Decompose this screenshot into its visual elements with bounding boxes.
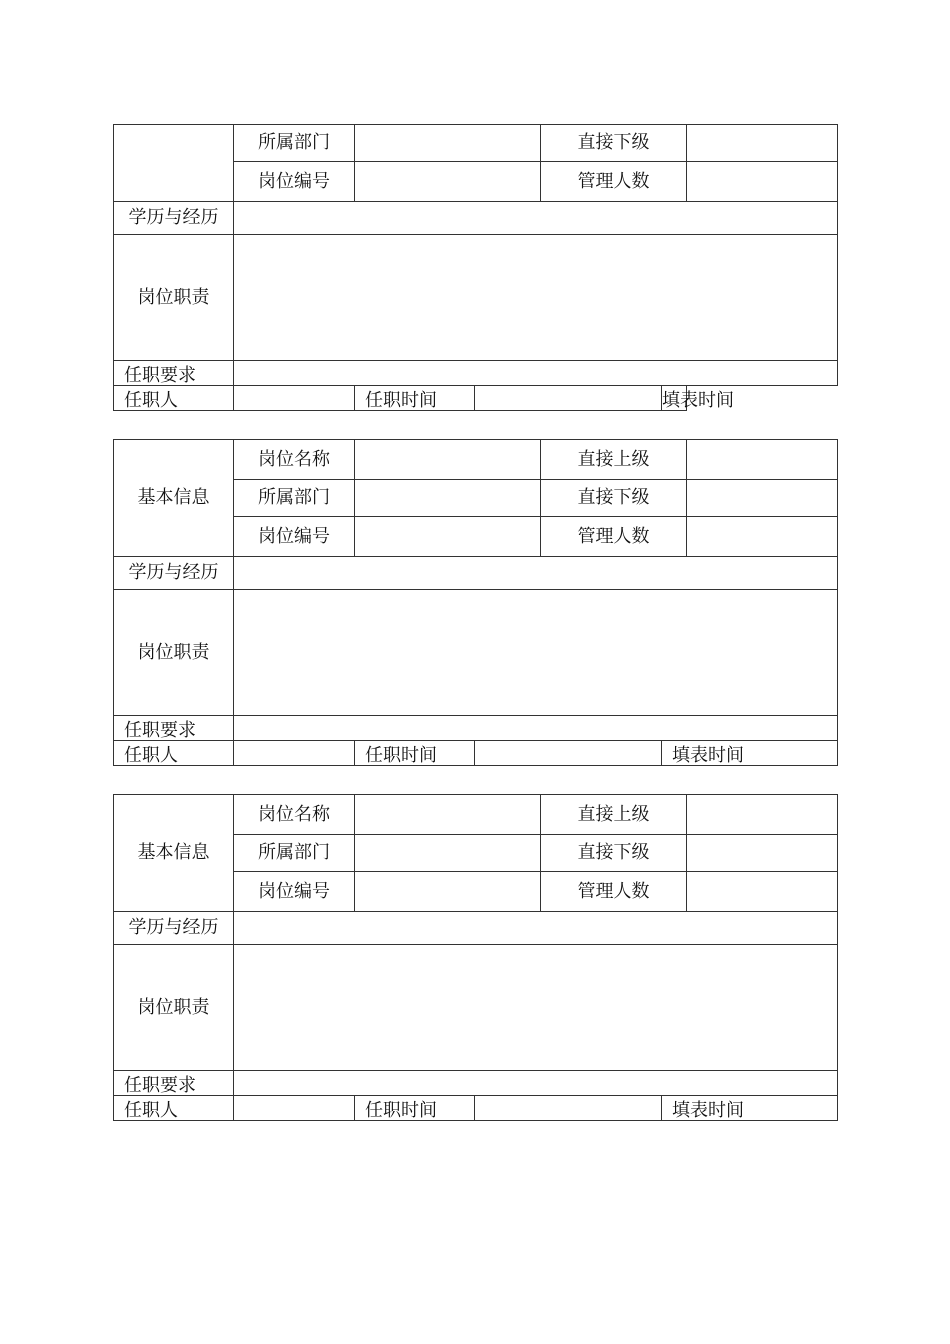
fill-date-label: 填表时间 [672, 745, 744, 766]
fill-date-cell [662, 386, 734, 411]
tenure-field[interactable] [475, 1096, 662, 1121]
holder-field[interactable] [234, 741, 355, 766]
requirements-field[interactable] [234, 361, 838, 386]
tenure-label: 任职时间 [355, 386, 475, 411]
fill-date-label: 填表时间 [662, 390, 734, 411]
education-field[interactable] [234, 912, 838, 945]
requirements-field[interactable] [234, 716, 838, 741]
direct-superior-field[interactable] [687, 795, 838, 835]
position-number-label: 岗位编号 [234, 517, 355, 557]
requirements-label: 任职要求 [114, 1071, 234, 1096]
department-label: 所属部门 [234, 835, 355, 872]
duties-field[interactable] [234, 590, 838, 716]
holder-label: 任职人 [114, 386, 234, 411]
job-description-form-3 [113, 794, 838, 1121]
direct-subordinate-field[interactable] [687, 835, 838, 872]
holder-field[interactable] [234, 386, 355, 411]
job-description-form-1 [113, 124, 838, 411]
education-field[interactable] [234, 202, 838, 235]
duties-field[interactable] [234, 235, 838, 361]
headcount-label: 管理人数 [541, 872, 687, 912]
department-label: 所属部门 [234, 125, 355, 162]
department-field[interactable] [355, 125, 541, 162]
duties-label: 岗位职责 [114, 590, 234, 716]
position-name-field[interactable] [355, 795, 541, 835]
position-number-label: 岗位编号 [234, 162, 355, 202]
headcount-field[interactable] [687, 872, 838, 912]
position-name-field[interactable] [355, 440, 541, 480]
department-label: 所属部门 [234, 480, 355, 517]
direct-superior-label: 直接上级 [541, 440, 687, 480]
direct-subordinate-label: 直接下级 [541, 480, 687, 517]
requirements-label: 任职要求 [114, 716, 234, 741]
education-label: 学历与经历 [114, 202, 234, 235]
position-name-label: 岗位名称 [234, 440, 355, 480]
direct-superior-label: 直接上级 [541, 795, 687, 835]
basic-info-label: 基本信息 [114, 440, 234, 557]
requirements-field[interactable] [234, 1071, 838, 1096]
position-number-field[interactable] [355, 162, 541, 202]
direct-subordinate-field[interactable] [687, 480, 838, 517]
position-number-field[interactable] [355, 517, 541, 557]
duties-field[interactable] [234, 945, 838, 1071]
fill-date-cell [662, 1096, 838, 1121]
position-number-field[interactable] [355, 872, 541, 912]
job-description-form-2 [113, 439, 838, 766]
education-label: 学历与经历 [114, 557, 234, 590]
position-name-label: 岗位名称 [234, 795, 355, 835]
headcount-field[interactable] [687, 162, 838, 202]
fill-date-cell [662, 741, 838, 766]
tenure-field[interactable] [475, 741, 662, 766]
position-number-label: 岗位编号 [234, 872, 355, 912]
headcount-label: 管理人数 [541, 162, 687, 202]
holder-label: 任职人 [114, 741, 234, 766]
holder-field[interactable] [234, 1096, 355, 1121]
holder-label: 任职人 [114, 1096, 234, 1121]
duties-label: 岗位职责 [114, 945, 234, 1071]
fill-date-label: 填表时间 [672, 1100, 744, 1121]
tenure-label: 任职时间 [355, 741, 475, 766]
requirements-label: 任职要求 [114, 361, 234, 386]
direct-subordinate-field[interactable] [687, 125, 838, 162]
basic-info-label: 基本信息 [114, 795, 234, 912]
direct-subordinate-label: 直接下级 [541, 125, 687, 162]
duties-label: 岗位职责 [114, 235, 234, 361]
education-label: 学历与经历 [114, 912, 234, 945]
direct-subordinate-label: 直接下级 [541, 835, 687, 872]
tenure-label: 任职时间 [355, 1096, 475, 1121]
department-field[interactable] [355, 480, 541, 517]
basic-info-label [114, 125, 234, 202]
department-field[interactable] [355, 835, 541, 872]
headcount-field[interactable] [687, 517, 838, 557]
headcount-label: 管理人数 [541, 517, 687, 557]
direct-superior-field[interactable] [687, 440, 838, 480]
tenure-field[interactable] [475, 386, 662, 411]
education-field[interactable] [234, 557, 838, 590]
